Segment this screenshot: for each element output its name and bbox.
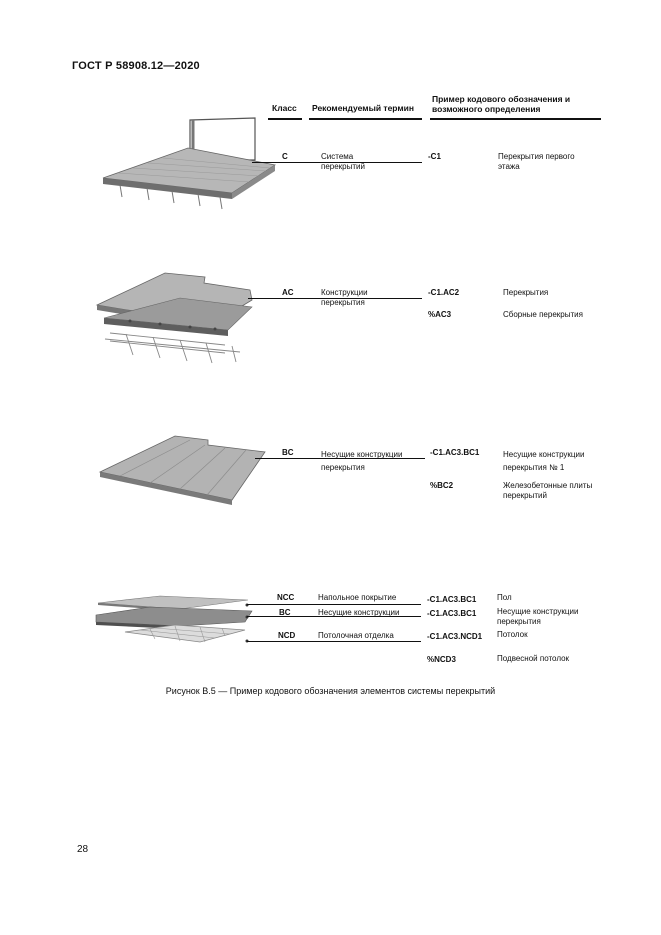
layer-ncd-term: Потолочная отделка: [318, 631, 394, 640]
page-number: 28: [77, 844, 89, 855]
row-ac-code-1: -C1.AC2: [428, 288, 460, 297]
row-bc-term: Несущие конструкции перекрытия: [321, 450, 403, 472]
column-header-class: Класс: [272, 103, 297, 113]
layer-ncc-definition: Пол: [497, 593, 512, 602]
layer-bc-class: BC: [279, 608, 291, 617]
row-bc-code-2: %BC2: [430, 481, 454, 490]
row-c-definition: Перекрытия первого этажа: [498, 152, 575, 171]
row-ac-definition-1: Перекрытия: [503, 288, 549, 297]
figure-caption: Рисунок В.5 — Пример кодового обозначения элементов системы перекрытий: [165, 686, 496, 696]
layer-bc-definition: Несущие конструкции перекрытия: [497, 607, 579, 626]
row-ac-class: AC: [282, 288, 294, 297]
row-ac-term: Конструкции перекрытия: [321, 288, 368, 307]
extra-code: %NCD3: [427, 655, 456, 664]
row-bc-definition-1: Несущие конструкции перекрытия № 1: [503, 450, 585, 472]
layer-bc-term: Несущие конструкции: [318, 608, 400, 617]
row-ac-definition-2: Сборные перекрытия: [503, 310, 583, 319]
row-bc-code-1: -C1.AC3.BC1: [430, 448, 480, 457]
column-header-term: Рекомендуемый термин: [312, 103, 415, 113]
layer-ncc-term: Напольное покрытие: [318, 593, 397, 602]
extra-definition: Подвесной потолок: [497, 654, 570, 663]
layer-bc-code: -C1.AC3.BC1: [427, 609, 477, 618]
document-header: ГОСТ Р 58908.12—2020: [72, 60, 200, 72]
column-header-example: Пример кодового обозначения и возможного определения: [432, 94, 571, 114]
layer-ncc-code: -C1.AC3.BC1: [427, 595, 477, 604]
layer-ncd-definition: Потолок: [497, 630, 528, 639]
row-c-code: -C1: [428, 152, 441, 161]
leader-line-ncc: [247, 604, 421, 605]
row-bc-class: BC: [282, 448, 294, 457]
row-c-class: C: [282, 152, 288, 161]
layer-ncd-class: NCD: [278, 631, 296, 640]
row-ac-code-2: %AC3: [428, 310, 452, 319]
leader-line-ncd: [247, 641, 421, 642]
row-bc-definition-2: Железобетонные плиты перекрытий: [503, 481, 593, 500]
layer-ncd-code: -C1.AC3.NCD1: [427, 632, 483, 641]
row-c-term: Система перекрытий: [321, 152, 365, 171]
layer-ncc-class: NCC: [277, 593, 295, 602]
